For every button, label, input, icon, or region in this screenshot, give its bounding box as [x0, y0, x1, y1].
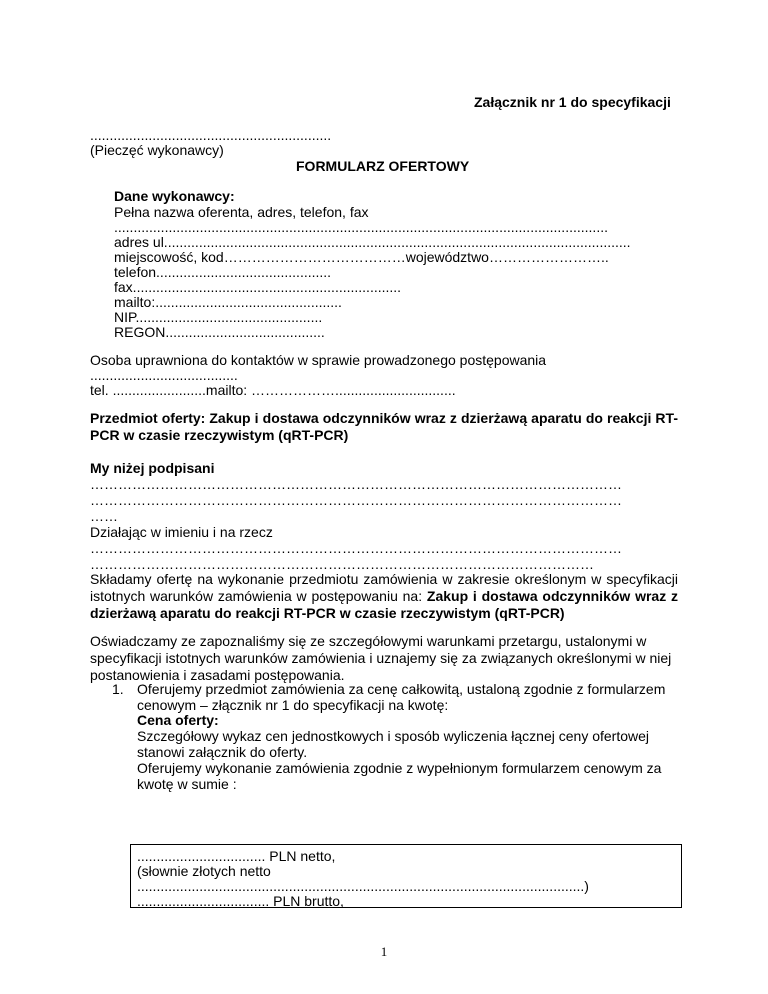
price-gross-line: .................................. PLN brutto,	[137, 893, 344, 909]
offer-statement-text: Składamy ofertę na wykonanie przedmiotu zamówienia w zakresie określonym w specyfikacji istotnych warunków zamówienia w postępowaniu na:	[90, 571, 678, 604]
signatories-line-3: ……	[90, 508, 118, 524]
item-1-line-1: Oferujemy przedmiot zamówienia za cenę całkowitą, ustaloną zgodnie z formularzem	[137, 681, 666, 697]
signatories-line-2: ……………………………………………………………………………………………………	[90, 492, 622, 508]
contact-tel-line: tel. ........................mailto: ………………...............................	[90, 382, 456, 398]
offer-subject: Przedmiot oferty: Zakup i dostawa odczynników wraz z dzierżawą aparatu do reakcji RT-PCR w czasie rzeczywistym (qRT-PCR)	[90, 410, 678, 443]
contact-label: Osoba uprawniona do kontaktów w sprawie prowadzonego postępowania	[90, 352, 547, 368]
contractor-name-line: ...............................................................................................................................	[114, 219, 608, 235]
phone-line: telefon.............................................	[114, 264, 332, 280]
signatories-line-1: ……………………………………………………………………………………………………	[90, 476, 622, 492]
attachment-label: Załącznik nr 1 do specyfikacji	[474, 94, 671, 110]
contractor-name-label: Pełna nazwa oferenta, adres, telefon, fax	[114, 204, 369, 220]
city-line: miejscowość, kod…………………………………województwo……………………..	[114, 249, 609, 265]
price-sum-2: kwotę w sumie :	[137, 776, 237, 792]
signatories-heading: My niżej podpisani	[90, 460, 215, 476]
mail-line: mailto:................................................	[114, 294, 342, 310]
regon-line: REGON.........................................	[114, 324, 325, 340]
page-number: 1	[380, 944, 388, 959]
address-line: adres ul........................................................................................................................	[114, 234, 631, 250]
form-title: FORMULARZ OFERTOWY	[296, 158, 470, 174]
offer-statement	[90, 571, 678, 622]
contact-line: ......................................	[90, 367, 238, 383]
declaration-text: Oświadczamy ze zapoznaliśmy się ze szczegółowymi warunkami przetargu, ustalonymi w specyfikacji istotnych warunków zamówienia i uznajemy się za związanych określonymi w niej postanowienia i zasadami postępowania.	[90, 633, 672, 683]
acting-line-1: ……………………………………………………………………………………………………	[90, 540, 622, 556]
stamp-label: (Pieczęć wykonawcy)	[90, 142, 224, 158]
price-words-line: ...................................................................................................................)	[137, 878, 589, 894]
item-1-number: 1.	[112, 681, 124, 697]
item-1-line-2: cenowym – złącznik nr 1 do specyfikacji na kwotę:	[137, 697, 449, 713]
price-detail-1: Szczegółowy wykaz cen jednostkowych i sposób wyliczenia łącznej ceny ofertowej	[137, 728, 650, 744]
fax-line: fax.....................................................................	[114, 279, 402, 295]
price-net-line: ................................. PLN netto,	[137, 848, 336, 864]
nip-line: NIP................................................	[114, 309, 323, 325]
price-heading: Cena oferty:	[137, 712, 219, 728]
offer-statement-subject: Zakup i dostawa odczynników wraz z dzierżawą aparatu do reakcji RT-PCR w czasie rzeczywistym (qRT-PCR)	[90, 588, 678, 621]
price-words-label: (słownie złotych netto	[137, 863, 271, 879]
price-sum-1: Oferujemy wykonanie zamówienia zgodnie z wypełnionym formularzem cenowym za	[137, 760, 662, 776]
acting-label: Działając w imieniu i na rzecz	[90, 524, 273, 540]
price-detail-2: stanowi załącznik do oferty.	[137, 744, 308, 760]
stamp-line: ..............................................................	[90, 127, 332, 143]
contractor-heading: Dane wykonawcy:	[114, 188, 235, 204]
acting-line-2: ………………………………………………………………………………………………	[90, 556, 594, 572]
